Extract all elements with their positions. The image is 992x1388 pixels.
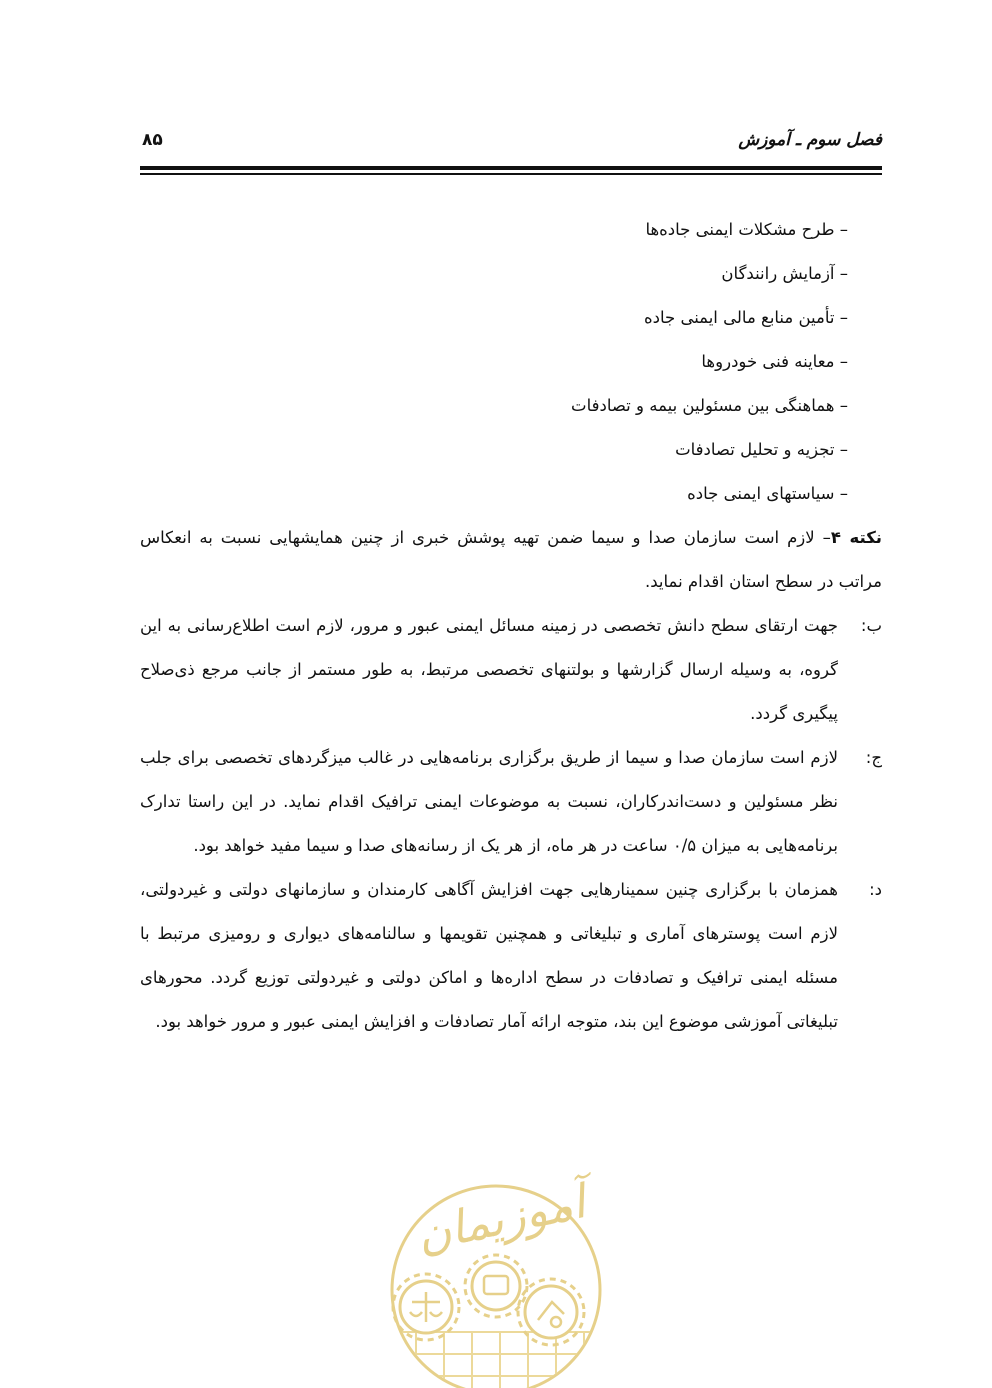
note-text: – لازم است سازمان صدا و سیما ضمن تهیه پوشش خبری از چنین همایشهایی نسبت به انعکاس مراتب در سطح استان اقدام نماید. <box>140 528 882 591</box>
clause-text: همزمان با برگزاری چنین سمینارهایی جهت افزایش آگاهی کارمندان و سازمانهای دولتی و غیردولتی، لازم است پوسترهای آماری و تبلیغاتی و همچنین تقویمها و سالنامه‌های دیواری و رومیزی مرتبط با مسئله ایمنی ترافیک و تصادفات در سطح اداره‌ها و اماکن دولتی و غیردولتی توزیع گردد. محورهای تبلیغاتی آموزشی موضوع این بند، متوجه ارائه آمار تصادفات و افزایش ایمنی عبور و مرور خواهد بود. <box>140 880 838 1031</box>
page-body <box>140 208 882 1044</box>
page-header <box>140 128 882 158</box>
clause-label: ج: <box>865 748 882 767</box>
clause-text: لازم است سازمان صدا و سیما از طریق برگزاری برنامه‌هایی در غالب میزگردهای تخصصی برای جلب نظر مسئولین و دست‌اندرکاران، نسبت به موضوعات ایمنی ترافیک اقدام نماید. در این راستا تدارک برنامه‌هایی به میزان ۰/۵ ساعت در هر ماه، از هر یک از رسانه‌های صدا و سیما مفید خواهد بود. <box>140 748 838 855</box>
note-label: نکته ۴ <box>830 528 882 547</box>
list-item: – تجزیه و تحلیل تصادفات <box>675 440 848 459</box>
header-rule-thick <box>140 166 882 170</box>
list-item: – تأمین منابع مالی ایمنی جاده <box>643 308 848 327</box>
list-item: – معاینه فنی خودروها <box>701 352 848 371</box>
clause-d <box>140 868 882 1044</box>
clause-label: ب: <box>860 616 882 635</box>
list-item: – طرح مشکلات ایمنی جاده‌ها <box>645 220 848 239</box>
header-rule-thin <box>140 173 882 175</box>
clause-text: جهت ارتقای سطح دانش تخصصی در زمینه مسائل ایمنی عبور و مرور، لازم است اطلاع‌رسانی به این گروه، به وسیله ارسال گزارشها و بولتنهای تخصصی مرتبط، به طور مستمر از جانب مرجع ذی‌صلاح پیگیری گردد. <box>140 616 838 723</box>
list-item: – هماهنگی بین مسئولین بیمه و تصادفات <box>571 396 848 415</box>
watermark-logo <box>386 1172 606 1388</box>
clause-label: د: <box>869 880 882 899</box>
watermark-emblem-icon <box>386 1172 606 1388</box>
chapter-title: فصل سوم ـ آموزش <box>738 130 882 150</box>
list-item: – آزمایش رانندگان <box>721 264 848 283</box>
page-number: ۸۵ <box>142 130 163 150</box>
bullet-list <box>140 208 882 516</box>
watermark-text: آموزیمان <box>411 1174 590 1263</box>
clause-b <box>140 604 882 736</box>
clause-j <box>140 736 882 868</box>
list-item: – سیاستهای ایمنی جاده <box>687 484 848 503</box>
note-paragraph <box>140 516 882 604</box>
